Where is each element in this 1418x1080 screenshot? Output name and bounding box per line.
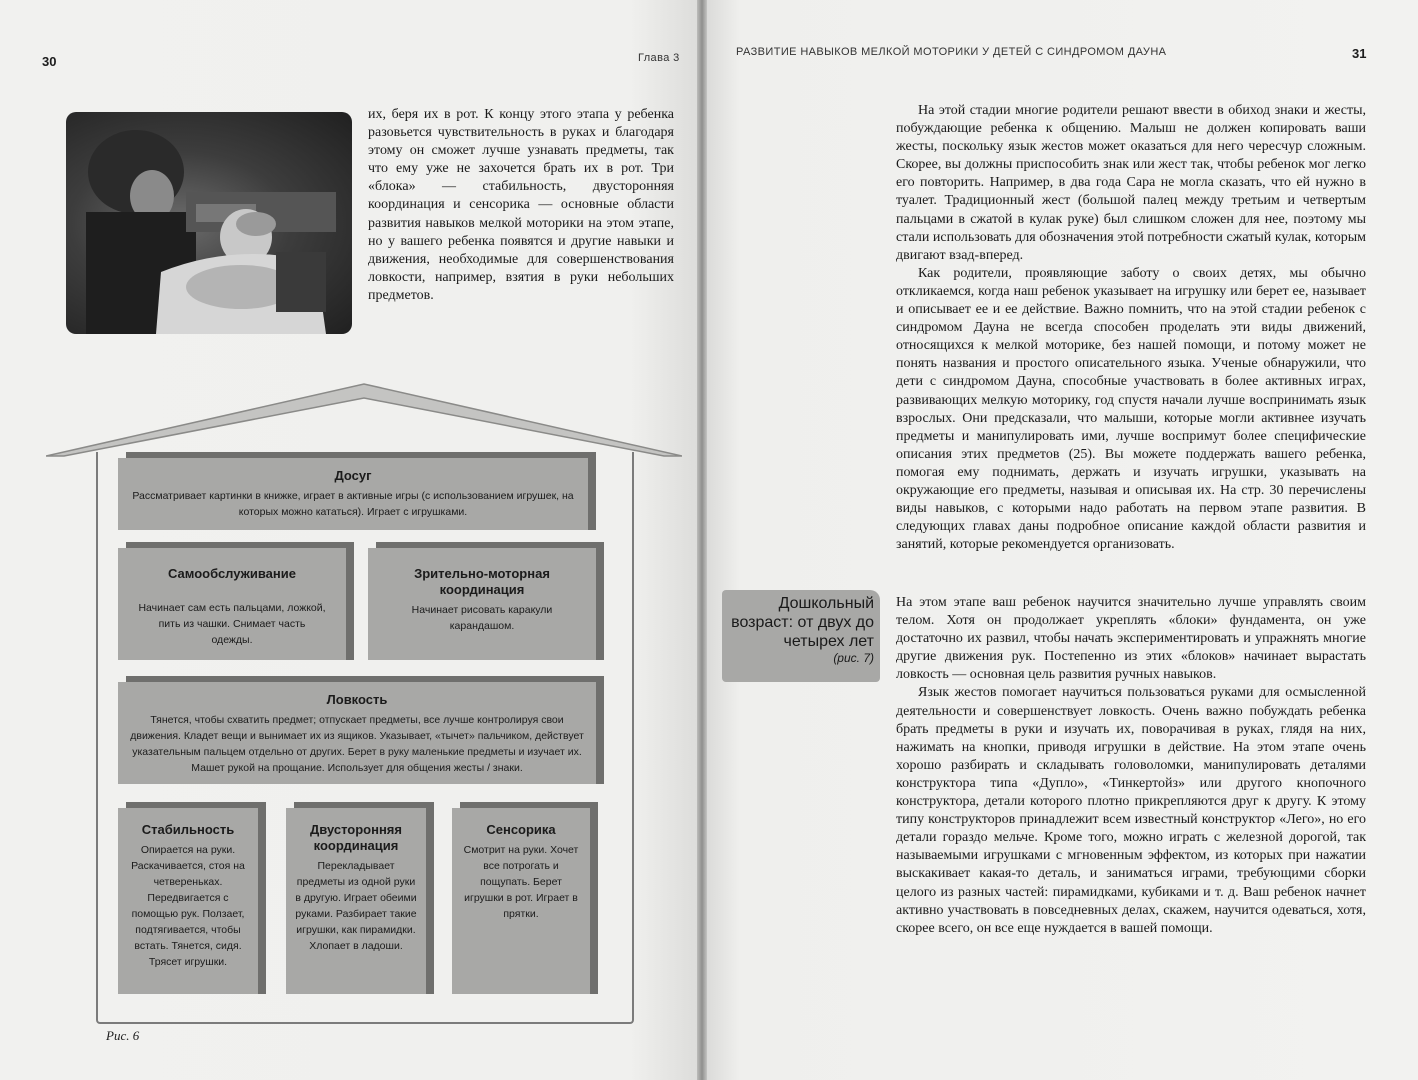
block-description: Начинает сам есть пальцами, ложкой, пить из чашки. Снимает часть одежды. bbox=[138, 602, 326, 646]
block-title: Самообслуживание bbox=[167, 566, 296, 581]
block-dexterity bbox=[118, 682, 596, 784]
paragraph: На этой стадии многие родители решают ввести в обиход знаки и жесты, побуждающие ребенка к общению. Малыш не должен копировать ваши жесты, поскольку язык жестов может оказаться для него чересчур сложным. Скорее, вы должны приспособить знак или жест так, чтобы ребенок мог легко его повторить. Например, в два года Сара не могла сказать, что ей нужно в туалет. Традиционный жест (большой палец между третьим и четвертым пальцами в сжатой в кулак руке) был слишком сложен для нее, поэтому мы стали использовать для обозначения этой потребности сжатый кулак, которым двигают взад-вперед. bbox=[896, 103, 1366, 263]
chapter-header: Глава 3 bbox=[638, 52, 680, 64]
right-column-text-bottom bbox=[896, 594, 1366, 938]
block-stability bbox=[118, 808, 258, 994]
page-number-left: 30 bbox=[42, 54, 57, 69]
block-bilateral bbox=[286, 808, 426, 994]
block-title: Стабильность bbox=[141, 822, 235, 837]
paragraph: их, беря их в рот. К концу этого этапа у ребенка разовьется чувствительность в руках и благодаря этому он сможет лучше узнавать предметы, так что ему уже не захочется брать их в рот. Три «блока» — стабильность, двусторонняя координация и сенсорика — основные области развития навыков мелкой моторики на этом этапе, но у вашего ребенка появятся и другие навыки и движения, необходимые для совершенствования ловкости, например, взятия в руки небольших предметов. bbox=[368, 107, 674, 303]
paragraph: Язык жестов помогает научиться пользоваться руками для осмысленной деятельности и совершенствует ловкость. Очень важно побуждать ребенка брать предметы в руки и изучать их, поворачивая в руках, глядя на них, нажимать на кнопки, приводя игрушки в действие. На этом этапе очень хорошо разбирать и складывать головоломки, манипулировать деталями конструктора типа «Дупло», «Тинкертойз» или другого кнопочного конструктора, детали которого плотно прикрепляются друг к другу. К этому типу конструкторов принадлежит всем известный конструктор «Лего», но его детали гораздо мельче. Кроме того, можно играть с железной дорогой, так называемыми игрушками с мгновенным эффектом, из которых при нажатии выскакивает какая-то деталь, и заниматься играми, требующими сборки целого из разных частей: пирамидками, кубиками и т. д. Ваш ребенок начнет активно участвовать в повседневных делах, скажем, научится одеваться, хотя, скорее всего, он все еще нуждается в вашей помощи. bbox=[896, 685, 1366, 936]
block-description: Тянется, чтобы схватить предмет; отпускает предметы, все лучше контролируя свои движения. Кладет вещи и вынимает их из ящиков. Указывает, «тычет» пальчиком, действует указательным пальцем отдельно от других. Берет в руку маленькие предметы и изучает их. Машет рукой на прощание. Использует для общения жесты / знаки. bbox=[130, 714, 584, 774]
block-description: Начинает рисовать каракули карандашом. bbox=[411, 604, 553, 632]
block-description: Опирается на руки. Раскачивается, стоя на четвереньках. Передвигается с помощью рук. Ползает, подтягивается, чтобы встать. Тянется, сидя. Трясет игрушки. bbox=[131, 844, 245, 968]
section-title: Дошкольный возраст: от двух до четырех лет bbox=[731, 595, 874, 650]
figure-caption: Рис. 6 bbox=[106, 1028, 140, 1043]
block-description: Перекладывает предметы из одной руки в другую. Играет обеими руками. Разбирает такие игрушки, как пирамидки. Хлопает в ладоши. bbox=[295, 860, 417, 952]
house-roof bbox=[46, 380, 682, 460]
right-column-text-top bbox=[896, 102, 1366, 554]
block-title: Досуг bbox=[334, 468, 372, 483]
block-title: Двусторонняя координация bbox=[310, 822, 402, 853]
block-selfcare bbox=[118, 548, 346, 660]
section-sidebox bbox=[722, 590, 880, 682]
paragraph: Как родители, проявляющие заботу о своих детях, мы обычно откликаемся, когда наш ребенок указывает на игрушку или берет ее, называет и описывает ее и ее действие. Важно помнить, что на этой стадии ребенок с синдромом Дауна не всегда способен проделать эти виды движений, относящихся к мелкой моторике, без нашей помощи, и потому может не понять названия и простого описательного языка. Ученые обнаружили, что дети с синдромом Дауна, способные участвовать в более активных играх, развивающих мелкую моторику, год спустя начали лучше воспринимать язык взрослых. Они предсказали, что малыши, которые могли активнее изучать предметы и манипулировать ими, лучше воспримут более специфические описания этих предметов (25). Вы можете поддержать вашего ребенка, помогая ему поднимать, держать и изучать игрушки, указывать на окружающие его предметы, называя и описывая их. На стр. 30 перечислены виды навыков, с которыми надо работать на первом этапе развития. В следующих главах даны подробное описание каждой области развития и занятий, которые рекомендуется организовать. bbox=[896, 265, 1366, 553]
book-gutter bbox=[697, 0, 707, 1080]
block-sensory bbox=[452, 808, 590, 994]
block-title: Зрительно-моторная координация bbox=[414, 566, 550, 597]
photo-child bbox=[66, 112, 352, 334]
left-column-text bbox=[368, 106, 674, 305]
block-title: Сенсорика bbox=[486, 822, 556, 837]
figure-reference: (рис. 7) bbox=[833, 651, 874, 665]
photo-image bbox=[66, 112, 352, 334]
block-description: Смотрит на руки. Хочет все потрогать и пощупать. Берет игрушки в рот. Играет в прятки. bbox=[463, 844, 579, 920]
block-visual-motor bbox=[368, 548, 596, 660]
paragraph: На этом этапе ваш ребенок научится значительно лучше управлять своим телом. Хотя он продолжает укреплять «блоки» фундамента, он уже достаточно их развил, чтобы начать экспериментировать и упражнять многие другие движения рук. Постепенно из этих «блоков» начинает вырастать ловкость — основная цель развития ручных навыков. bbox=[896, 595, 1366, 683]
block-description: Рассматривает картинки в книжке, играет в активные игры (с использованием игрушек, на которых можно кататься). Играет с игрушками. bbox=[132, 490, 574, 518]
running-header: РАЗВИТИЕ НАВЫКОВ МЕЛКОЙ МОТОРИКИ У ДЕТЕЙ С СИНДРОМОМ ДАУНА bbox=[736, 46, 1167, 58]
block-leisure bbox=[118, 458, 588, 530]
block-title: Ловкость bbox=[326, 692, 388, 707]
page-number-right: 31 bbox=[1352, 46, 1367, 61]
